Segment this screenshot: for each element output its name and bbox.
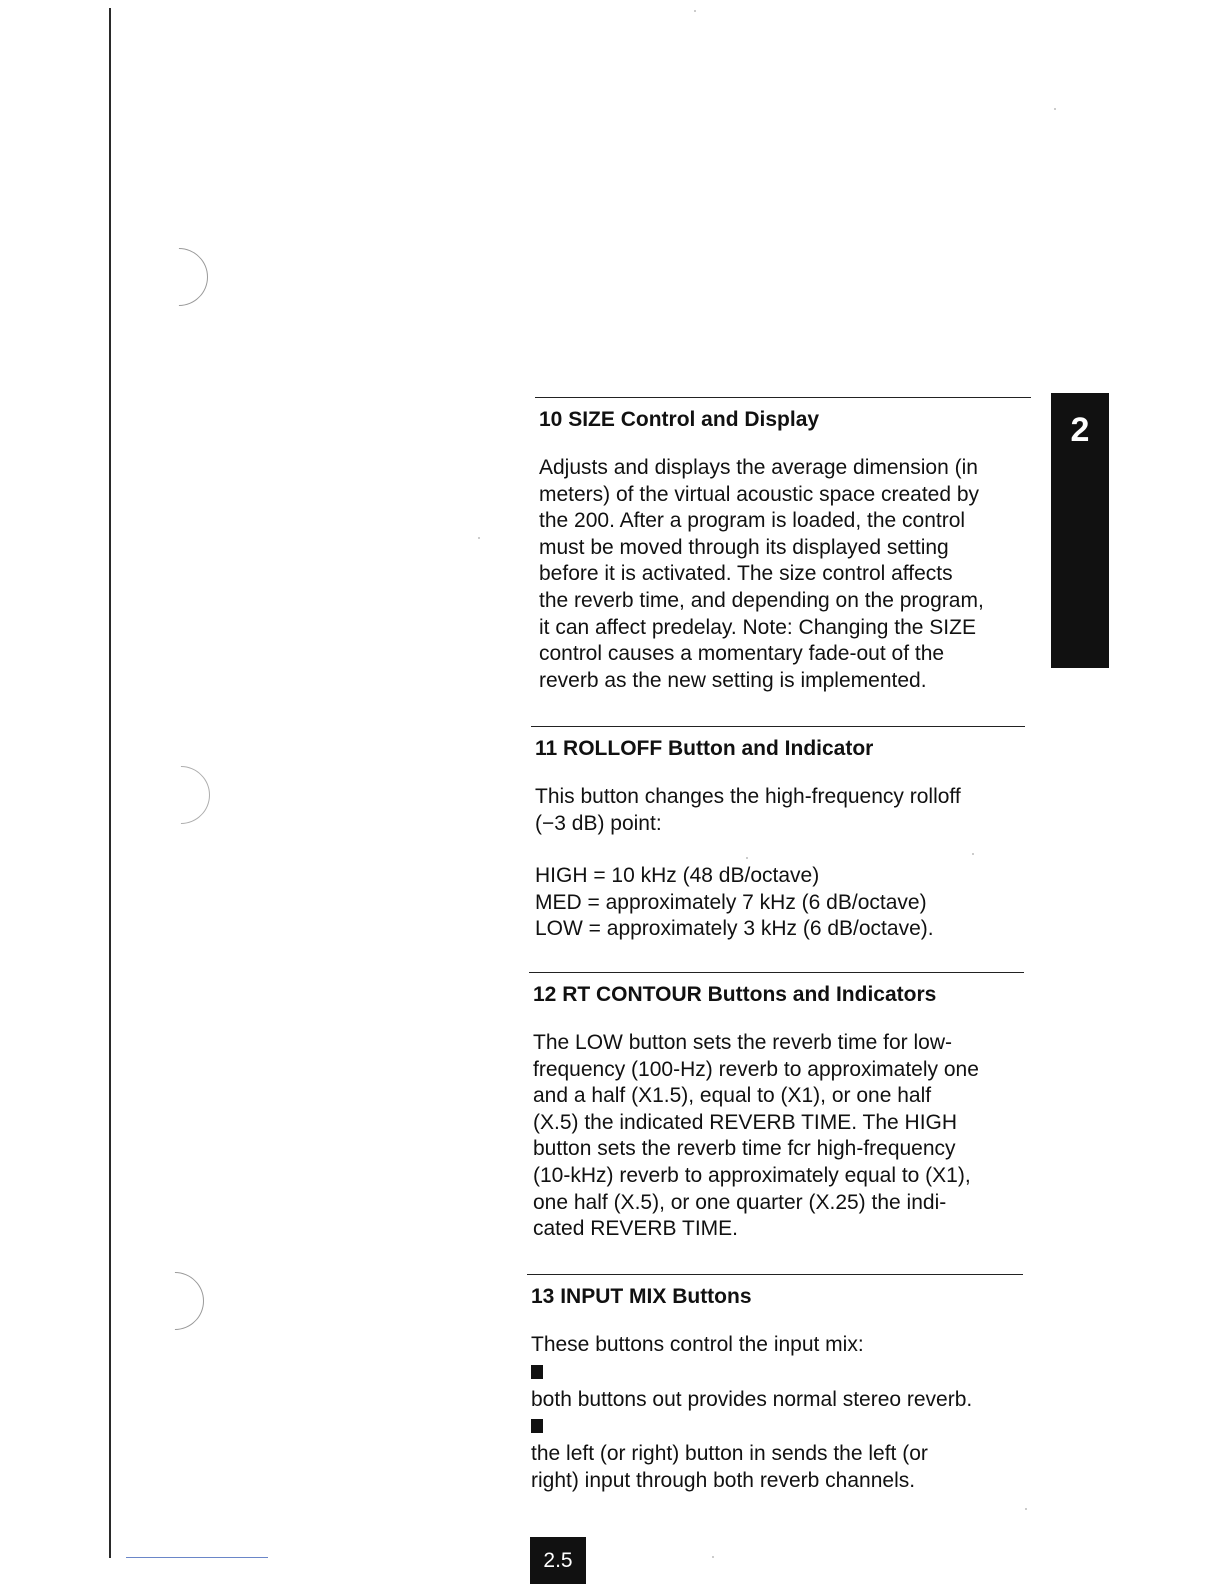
section-body: These buttons control the input mix: [531,1333,864,1356]
section-rt-contour [529,972,1024,1243]
square-bullet-icon [531,1419,543,1433]
bullet-marker [527,1413,1023,1440]
spec-med: MED = approximately 7 kHz (6 dB/octave) [535,890,927,914]
section-input-mix [527,1274,1023,1494]
binding-margin-line [109,8,111,1558]
bullet-marker [527,1359,1023,1386]
section-heading: 10 SIZE Control and Display [539,408,820,431]
page-number: 2.5 [543,1549,573,1572]
section-heading: 11 ROLLOFF Button and Indicator [535,737,874,760]
bullet-text: both buttons out provides normal stereo reverb. [531,1387,973,1411]
section-heading: 13 INPUT MIX Buttons [531,1285,752,1308]
section-body: The LOW button sets the reverb time for low- frequency (100-Hz) reverb to approximately one and a half (X1.5), equal to (X1), or one half (X.5) the indicated REVERB TIME. The HIGH button sets the reverb time fcr high-frequency (10-kHz) reverb to approximately equal to (X1), one half (X.5), or one quarter (X.25) the indi- cated REVERB TIME. [533,1031,979,1241]
chapter-number: 2 [1070,411,1090,449]
section-body: This button changes the high-frequency rolloff (−3 dB) point: [535,785,961,835]
chapter-tab [1051,393,1109,668]
punch-hole-middle [140,754,222,836]
spec-high: HIGH = 10 kHz (48 dB/octave) [535,864,820,888]
punch-hole-bottom [134,1260,216,1342]
square-bullet-icon [531,1365,543,1379]
scan-speck [694,10,696,12]
scan-speck [1025,1508,1027,1510]
rolloff-spec-list [531,837,1025,943]
scan-speck [712,1556,714,1558]
section-body: Adjusts and displays the average dimension (in meters) of the virtual acoustic space created by the 200. After a program is loaded, the control must be moved through its displayed setting before it is activated. The size control affects the reverb time, and depending on the program, it can affect predelay. Note: Changing the SIZE control causes a momentary fade-out of the reverb as the new setting is implemented. [539,456,984,692]
scan-speck [478,537,480,539]
punch-hole-top [138,236,220,318]
bullet-text: the left (or right) button in sends the left (or right) input through both reverb channels. [531,1441,928,1492]
page-number-box [530,1537,586,1584]
section-size-control [535,397,1031,694]
section-rolloff [531,726,1025,943]
scan-speck [1054,108,1056,110]
bottom-margin-rule [126,1557,268,1558]
section-heading: 12 RT CONTOUR Buttons and Indicators [533,983,937,1006]
spec-low: LOW = approximately 3 kHz (6 dB/octave). [535,917,934,941]
